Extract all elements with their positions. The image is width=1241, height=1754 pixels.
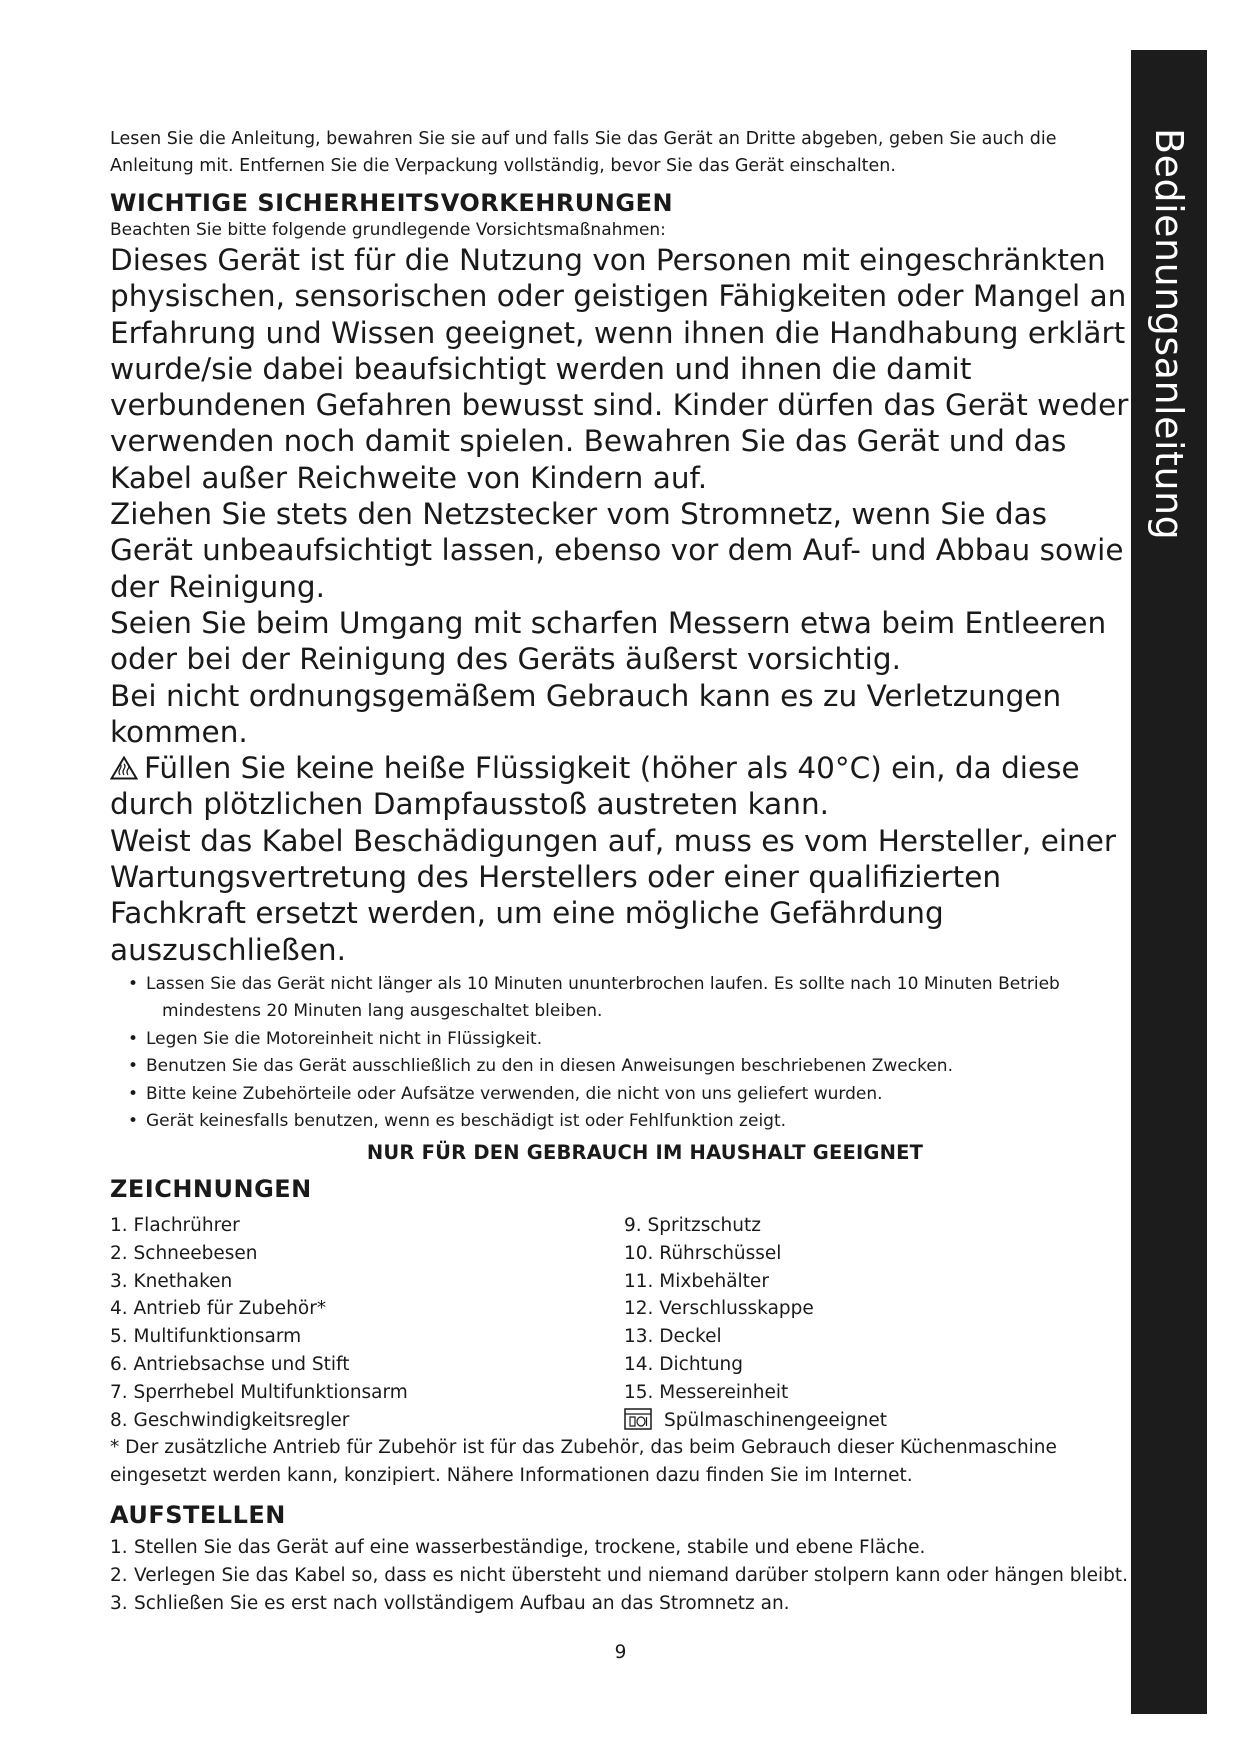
list-item bbox=[110, 1590, 1130, 1618]
list-item: • Lassen Sie das Gerät nicht länger als 10 Minuten ununterbrochen laufen. Es sollte nach 10 Minuten Betrieb mindestens 20 Minuten lang ausgeschaltet bleiben. bbox=[110, 971, 1130, 1026]
setup-heading: AUFSTELLEN bbox=[110, 1500, 286, 1529]
dishwasher-icon bbox=[624, 1408, 652, 1430]
safety-bullet-list bbox=[110, 971, 1130, 1136]
list-item: 11. Mixbehälter bbox=[624, 1270, 769, 1292]
list-item bbox=[110, 1534, 1130, 1562]
step-text: Schließen Sie es erst nach vollständigem Aufbau an das Stromnetz an. bbox=[134, 1592, 790, 1614]
intro-text: Lesen Sie die Anleitung, bewahren Sie sie auf und falls Sie das Gerät an Dritte abgeben, geben Sie auch die Anleitung mit. Entfernen Sie die Verpackung vollständig, bevor Sie das Gerät einschalten. bbox=[110, 129, 1057, 176]
safety-paragraph: Bei nicht ordnungsgemäßem Gebrauch kann es zu Verletzungen kommen. bbox=[110, 678, 1062, 749]
list-item: • Bitte keine Zubehörteile oder Aufsätze verwenden, die nicht von uns geliefert wurden. bbox=[110, 1081, 1130, 1109]
dishwasher-safe-item bbox=[624, 1407, 887, 1435]
list-item: 9. Spritzschutz bbox=[624, 1214, 761, 1236]
list-item: 10. Rührschüssel bbox=[624, 1242, 782, 1264]
step-number: 2. bbox=[110, 1564, 128, 1586]
list-item: • Legen Sie die Motoreinheit nicht in Flüssigkeit. bbox=[110, 1026, 1130, 1054]
hot-liquid-warning-text: Füllen Sie keine heiße Flüssigkeit (höher als 40°C) ein, da diese durch plötzlichen Dampfausstoß austreten kann. bbox=[110, 751, 1080, 822]
safety-paragraph: Weist das Kabel Beschädigungen auf, muss es vom Hersteller, einer Wartungsvertretung des Herstellers oder einer qualifizierten Fachkraft ersetzt werden, um eine mögliche Gefährdung auszuschließen. bbox=[110, 823, 1117, 967]
list-item: 8. Geschwindigkeitsregler bbox=[110, 1409, 350, 1431]
safety-paragraph: Seien Sie beim Umgang mit scharfen Messern etwa beim Entleeren oder bei der Reinigung des Geräts äußerst vorsichtig. bbox=[110, 605, 1107, 677]
parts-list-left bbox=[110, 1212, 624, 1434]
list-item: 7. Sperrhebel Multifunktionsarm bbox=[110, 1381, 408, 1403]
step-number: 3. bbox=[110, 1592, 128, 1614]
safety-heading: WICHTIGE SICHERHEITSVORKEHRUNGEN bbox=[110, 189, 674, 217]
safety-paragraph: Dieses Gerät ist für die Nutzung von Personen mit eingeschränkten physischen, sensorischen oder geistigen Fähigkeiten oder Mangel an Erfahrung und Wissen geeignet, wenn ihnen die Handhabung erklärt wurde/sie dabei beaufsichtigt werden und ihnen die damit verbundenen Gefahren bewusst sind. Kinder dürfen das Gerät weder verwenden noch damit spielen. Bewahren Sie das Gerät und das Kabel außer Reichweite von Kindern auf. bbox=[110, 243, 1129, 495]
parts-list bbox=[110, 1212, 1130, 1434]
list-item: 6. Antriebsachse und Stift bbox=[110, 1353, 350, 1375]
page-content bbox=[110, 126, 1130, 1617]
drawings-footnote: * Der zusätzliche Antrieb für Zubehör ist für das Zubehör, das beim Gebrauch dieser Küchenmaschine eingesetzt werden kann, konzipiert. Nähere Informationen dazu finden Sie im Internet. bbox=[110, 1437, 1057, 1487]
list-item: • Benutzen Sie das Gerät ausschließlich zu den in diesen Anweisungen beschriebenen Zwecken. bbox=[110, 1053, 1130, 1081]
list-item: 1. Flachrührer bbox=[110, 1214, 240, 1236]
list-item: 14. Dichtung bbox=[624, 1353, 744, 1375]
step-text: Verlegen Sie das Kabel so, dass es nicht übersteht und niemand darüber stolpern kann oder hängen bleibt. bbox=[134, 1564, 1129, 1586]
setup-steps bbox=[110, 1534, 1130, 1617]
hot-surface-warning-icon bbox=[110, 756, 138, 780]
list-item: • Gerät keinesfalls benutzen, wenn es beschädigt ist oder Fehlfunktion zeigt. bbox=[110, 1108, 1130, 1136]
list-item: 4. Antrieb für Zubehör* bbox=[110, 1298, 327, 1320]
safety-paragraph: Ziehen Sie stets den Netzstecker vom Stromnetz, wenn Sie das Gerät unbeaufsichtigt lassen, ebenso vor dem Auf- und Abbau sowie der Reinigung. bbox=[110, 497, 1124, 604]
list-item: 13. Deckel bbox=[624, 1326, 722, 1348]
list-item: 3. Knethaken bbox=[110, 1270, 233, 1292]
safety-subheading: Beachten Sie bitte folgende grundlegende Vorsichtsmaßnahmen: bbox=[110, 220, 666, 240]
side-tab-title: Bedienungsanleitung bbox=[1147, 128, 1191, 541]
drawings-heading: ZEICHNUNGEN bbox=[110, 1174, 312, 1203]
step-text: Stellen Sie das Gerät auf eine wasserbeständige, trockene, stabile und ebene Fläche. bbox=[134, 1536, 926, 1558]
hot-liquid-warning bbox=[110, 750, 1130, 823]
parts-list-right bbox=[624, 1212, 887, 1434]
list-item: 15. Messereinheit bbox=[624, 1381, 789, 1403]
list-item: 12. Verschlusskappe bbox=[624, 1298, 814, 1320]
dishwasher-label: Spülmaschinengeeignet bbox=[664, 1409, 887, 1431]
list-item: 5. Multifunktionsarm bbox=[110, 1326, 302, 1348]
list-item: 2. Schneebesen bbox=[110, 1242, 258, 1264]
household-use-note: NUR FÜR DEN GEBRAUCH IM HAUSHALT GEEIGNET bbox=[366, 1140, 924, 1164]
list-item bbox=[110, 1562, 1130, 1590]
page-number: 9 bbox=[614, 1642, 627, 1663]
step-number: 1. bbox=[110, 1536, 128, 1558]
